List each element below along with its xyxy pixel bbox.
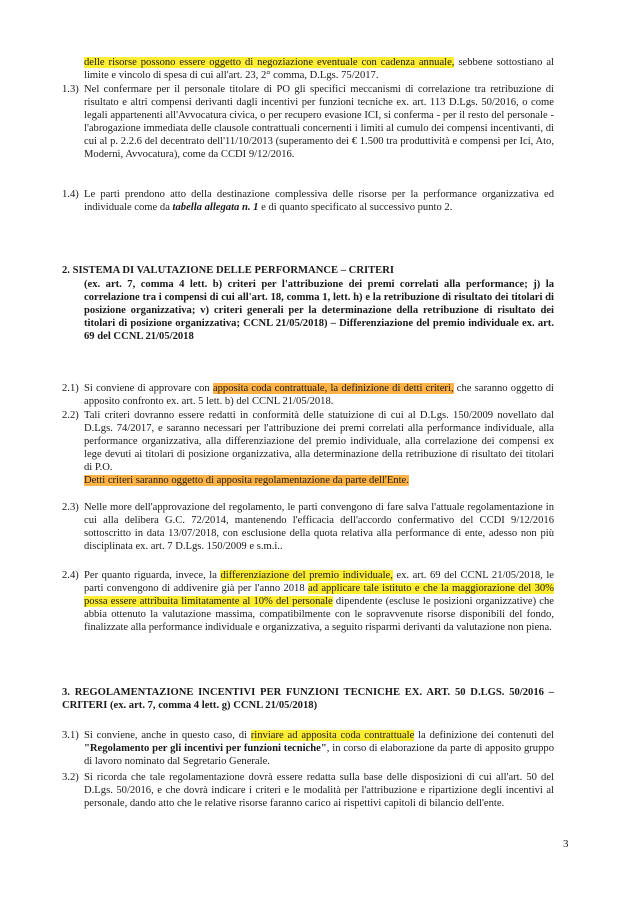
item-3-2-number: 3.2) bbox=[62, 772, 79, 783]
item-2-3-text: Nelle more dell'approvazione del regolamento, le parti convengono di fare salva l'attuale regolamentazione in cui alla delibera G.C. 72/2014, mantenendo l'efficacia dell'accordo confermativo del CCDI 9/12/2016 sottoscritto in data 13/07/2018, con esclusione della quota relativa alla performance di ente, adesso non più disciplinata ex. art. 7 D.Lgs. 150/2009 e s.m.i.. bbox=[84, 502, 554, 553]
tabella-allegata-ref: tabella allegata n. 1 bbox=[172, 202, 259, 214]
item-2-2-text bbox=[84, 409, 554, 488]
item-3-1-part1: Si conviene, anche in questo caso, di bbox=[84, 730, 251, 741]
item-3-1-part3: , in corso di elaborazione da parte di apposito gruppo di lavoro nominato dal Segretario Generale. bbox=[84, 743, 554, 768]
highlight-regolamentazione-ente: Detti criteri saranno oggetto di apposita regolamentazione da parte dell'Ente. bbox=[84, 475, 409, 487]
section-2-subtitle: (ex. art. 7, comma 4 lett. b) criteri per l'attribuzione dei premi correlati alla performance; j) la correlazione tra i compensi di cui all'art. 18, comma 1, lett. h) e la retribuzione di risultato dei titolari di posizione organizzativa; v) criteri generali per la determinazione della retribuzione di risultato dei titolari di posizione organizzativa; CCNL 21/05/2018) – Differenziazione del premio individuale ex. art. 69 del CCNL 21/05/2018 bbox=[84, 279, 554, 343]
highlight-definizione-criteri: la definizione di detti criteri, bbox=[327, 383, 454, 394]
item-2-2-number: 2.2) bbox=[62, 410, 79, 421]
item-2-3-number: 2.3) bbox=[62, 502, 79, 513]
item-3-1-number: 3.1) bbox=[62, 730, 79, 741]
section-2-title: 2. SISTEMA DI VALUTAZIONE DELLE PERFORMANCE – CRITERI bbox=[62, 265, 394, 276]
item-2-4-number: 2.4) bbox=[62, 570, 79, 581]
highlight-differenziazione: differenziazione del premio individuale, bbox=[220, 570, 393, 581]
item-1-4-part1: Le parti prendono atto della destinazione complessiva delle risorse per la performance organizzativa ed individuale come da bbox=[84, 189, 554, 214]
item-2-1-part2: che saranno oggetto di apposito confronto ex. art. 5 lett. b) del CCNL 21/05/2018. bbox=[84, 383, 555, 408]
page-number: 3 bbox=[563, 838, 569, 850]
intro-paragraph bbox=[84, 56, 554, 82]
intro-rest: sebbene sottostiano al limite e vincolo di spesa di cui all'art. 23, 2° comma, D.Lgs. 75/2017. bbox=[84, 57, 554, 82]
item-1-4-part2: e di quanto specificato al successivo punto 2. bbox=[258, 202, 453, 214]
highlight-rinviare-coda: rinviare ad apposita coda contrattuale bbox=[250, 730, 415, 741]
item-3-1-part2: la definizione dei contenuti del bbox=[414, 730, 554, 741]
item-2-4-text bbox=[84, 569, 554, 634]
item-1-3-text: Nel confermare per il personale titolare di PO gli specifici meccanismi di correlazione tra retribuzione di risultato e altri compensi derivanti dagli incentivi per funzioni tecniche ex. art. 113 D.Lgs. 50/2016, o come legali appartenenti all'Avvocatura civica, o per recupero evasione ICI, si conferma - per il resto del personale - l'abrogazione immediata delle clausole contrattuali concernenti i limiti al cumulo dei compensi incentivanti, di cui al p. 2.2.6 del decentrato dell'11/10/2013 (superamento dei € 1.500 tra produttività e compensi per Ici, Ato, Moderni, Avvocatura), come da CCDI 9/12/2016. bbox=[84, 84, 554, 161]
item-3-1-text bbox=[84, 729, 554, 768]
item-1-3-number: 1.3) bbox=[62, 84, 79, 95]
highlight-negoziazione: delle risorse possono essere oggetto di negoziazione eventuale con cadenza annuale, bbox=[84, 57, 455, 68]
item-2-1-number: 2.1) bbox=[62, 383, 79, 394]
item-2-4-part2: ex. art. 69 del CCNL 21/05/2018, le parti convengono di addivenire già per l'anno 2018 bbox=[84, 570, 554, 595]
item-2-2-body: Tali criteri dovranno essere redatti in conformità delle statuizione di cui al D.Lgs. 150/2009 novellato dal D.Lgs. 74/2017, e saranno necessari per l'attribuzione dei premi correlati alla performance individuale, alla performance organizzativa, alla differenziazione del premio individuale, alla correlazione dei compensi ex lege devuti ai titolari di posizione organizzativa, alla determinazione della retribuzione di risultato dei titolari di P.O. bbox=[84, 410, 554, 474]
item-2-4-part3: dipendente (escluse le posizioni organizzative) che abbia ottenuto la valutazione massima, compatibilmente con le sopravvenute risorse disponibili del fondo, finalizzate alla performance individuale e organizzativa, a seguito risparmi derivanti da valutazione non piena. bbox=[84, 596, 554, 634]
item-2-1-text bbox=[84, 382, 554, 408]
highlight-maggiorazione-30: ad applicare tale istituto e che la maggiorazione del 30% possa essere attribuita limitatamente al 10% del personale bbox=[84, 583, 554, 608]
item-2-1-part1: Si conviene di approvare con bbox=[84, 383, 213, 394]
item-2-4-part1: Per quanto riguarda, invece, la bbox=[84, 570, 221, 581]
item-1-4-number: 1.4) bbox=[62, 189, 79, 200]
item-1-4-text bbox=[84, 188, 554, 214]
regolamento-title: "Regolamento per gli incentivi per funzioni tecniche" bbox=[84, 743, 327, 755]
item-3-2-text: Si ricorda che tale regolamentazione dovrà essere redatta sulla base delle disposizioni di cui all'art. 50 del D.Lgs. 50/2016, e che dovrà indicare i criteri e le modalità per l'attribuzione e ripartizione degli incentivi al personale, dando atto che le relative risorse faranno carico ai rispettivi capitoli di bilancio dell'ente. bbox=[84, 772, 554, 810]
highlight-coda-contrattuale: apposita coda contrattuale, bbox=[212, 383, 328, 394]
section-3-title: 3. REGOLAMENTAZIONE INCENTIVI PER FUNZIONI TECNICHE EX. ART. 50 D.LGS. 50/2016 – CRITERI (ex. art. 7, comma 4 lett. g) CCNL 21/05/2018) bbox=[62, 687, 554, 712]
